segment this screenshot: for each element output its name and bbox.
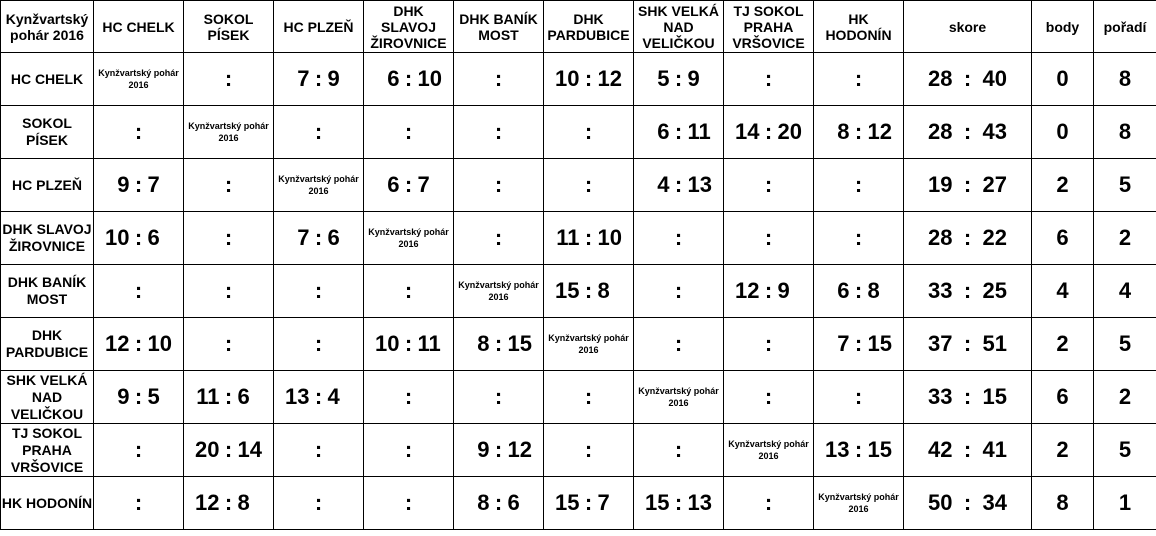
score-separator: :: [963, 437, 972, 462]
home-score: 7: [837, 331, 850, 356]
score-separator: :: [674, 278, 683, 303]
match-score: [184, 159, 274, 212]
home-score: 14: [735, 119, 760, 144]
col-header: DHK BANÍK MOST: [454, 1, 544, 53]
table-row: [1, 212, 1156, 265]
col-header-poradi: pořadí: [1094, 1, 1156, 53]
home-score: 13: [825, 437, 850, 462]
match-score: [454, 53, 544, 106]
home-score: 6: [657, 119, 670, 144]
match-score: [634, 53, 724, 106]
home-score: 8: [837, 119, 850, 144]
score-separator: :: [674, 119, 683, 144]
match-score: [454, 424, 544, 477]
score-separator: :: [674, 437, 683, 462]
match-score: [544, 424, 634, 477]
score-separator: :: [674, 490, 683, 515]
match-score: [814, 371, 904, 424]
home-score: 6: [387, 172, 400, 197]
points: 4: [1032, 265, 1094, 318]
header-row: [1, 1, 1156, 53]
diagonal-cell: Kynžvartský pohár 2016: [94, 53, 184, 106]
away-score: 14: [237, 437, 262, 462]
score-separator: :: [674, 225, 683, 250]
home-score: 9: [117, 384, 130, 409]
score-separator: :: [584, 437, 593, 462]
match-score: [274, 318, 364, 371]
match-score: [364, 371, 454, 424]
match-score: [544, 53, 634, 106]
away-score: 13: [687, 172, 712, 197]
match-score: [184, 318, 274, 371]
match-score: [544, 159, 634, 212]
score-separator: :: [224, 225, 233, 250]
points: 2: [1032, 159, 1094, 212]
score-separator: :: [674, 66, 683, 91]
away-score: 6: [147, 225, 160, 250]
away-score: 12: [867, 119, 892, 144]
score-separator: :: [854, 172, 863, 197]
score-separator: :: [764, 331, 773, 356]
score-separator: :: [494, 437, 503, 462]
score-separator: :: [314, 437, 323, 462]
match-score: [184, 477, 274, 530]
goals-for: 50: [928, 490, 953, 515]
score-separator: :: [494, 225, 503, 250]
score-separator: :: [404, 331, 413, 356]
rank: 8: [1094, 53, 1156, 106]
away-score: 5: [147, 384, 160, 409]
match-score: [724, 159, 814, 212]
away-score: 6: [327, 225, 340, 250]
score-separator: :: [134, 119, 143, 144]
match-score: [724, 477, 814, 530]
score-separator: :: [314, 490, 323, 515]
away-score: 20: [777, 119, 802, 144]
match-score: [814, 53, 904, 106]
score-separator: :: [404, 119, 413, 144]
score-separator: :: [404, 384, 413, 409]
match-score: [634, 424, 724, 477]
match-score: [94, 371, 184, 424]
score-separator: :: [314, 119, 323, 144]
total-score: [904, 212, 1032, 265]
match-score: [364, 106, 454, 159]
score-separator: :: [494, 331, 503, 356]
match-score: [454, 371, 544, 424]
match-score: [364, 159, 454, 212]
match-score: [364, 265, 454, 318]
diagonal-cell: Kynžvartský pohár 2016: [184, 106, 274, 159]
match-score: [544, 265, 634, 318]
diagonal-cell: Kynžvartský pohár 2016: [454, 265, 544, 318]
match-score: [814, 212, 904, 265]
score-separator: :: [134, 278, 143, 303]
match-score: [724, 265, 814, 318]
match-score: [454, 212, 544, 265]
rank: 5: [1094, 424, 1156, 477]
total-score: [904, 53, 1032, 106]
col-header: DHK PARDUBICE: [544, 1, 634, 53]
table-row: [1, 424, 1156, 477]
score-separator: :: [224, 66, 233, 91]
score-separator: :: [224, 384, 233, 409]
match-score: [814, 159, 904, 212]
row-team-name: TJ SOKOL PRAHA VRŠOVICE: [1, 424, 94, 477]
score-separator: :: [764, 66, 773, 91]
match-score: [724, 318, 814, 371]
goals-for: 28: [928, 225, 953, 250]
match-score: [364, 318, 454, 371]
goals-against: 34: [982, 490, 1007, 515]
match-score: [454, 106, 544, 159]
score-separator: :: [404, 278, 413, 303]
score-separator: :: [134, 384, 143, 409]
match-score: [634, 106, 724, 159]
col-header: TJ SOKOL PRAHA VRŠOVICE: [724, 1, 814, 53]
match-score: [94, 106, 184, 159]
match-score: [454, 477, 544, 530]
score-separator: :: [494, 119, 503, 144]
total-score: [904, 318, 1032, 371]
goals-against: 22: [982, 225, 1007, 250]
score-separator: :: [494, 172, 503, 197]
match-score: [184, 265, 274, 318]
score-separator: :: [134, 490, 143, 515]
goals-for: 28: [928, 66, 953, 91]
points: 0: [1032, 106, 1094, 159]
home-score: 10: [105, 225, 130, 250]
score-separator: :: [963, 331, 972, 356]
home-score: 8: [477, 490, 490, 515]
match-score: [814, 265, 904, 318]
goals-against: 27: [982, 172, 1007, 197]
away-score: 15: [867, 331, 892, 356]
col-header: SHK VELKÁ NAD VELIČKOU: [634, 1, 724, 53]
away-score: 4: [327, 384, 340, 409]
goals-against: 15: [982, 384, 1007, 409]
home-score: 20: [195, 437, 220, 462]
away-score: 15: [867, 437, 892, 462]
match-score: [274, 477, 364, 530]
match-score: [544, 106, 634, 159]
home-score: 7: [297, 66, 310, 91]
score-separator: :: [224, 172, 233, 197]
rank: 2: [1094, 212, 1156, 265]
score-separator: :: [963, 66, 972, 91]
match-score: [94, 477, 184, 530]
col-header: DHK SLAVOJ ŽIROVNICE: [364, 1, 454, 53]
home-score: 9: [477, 437, 490, 462]
score-separator: :: [584, 119, 593, 144]
row-team-name: SHK VELKÁ NAD VELIČKOU: [1, 371, 94, 424]
score-separator: :: [134, 331, 143, 356]
diagonal-cell: Kynžvartský pohár 2016: [544, 318, 634, 371]
away-score: 12: [597, 66, 622, 91]
score-separator: :: [584, 278, 593, 303]
away-score: 15: [507, 331, 532, 356]
home-score: 12: [735, 278, 760, 303]
score-separator: :: [854, 384, 863, 409]
score-separator: :: [404, 172, 413, 197]
home-score: 12: [105, 331, 130, 356]
away-score: 6: [507, 490, 520, 515]
rank: 2: [1094, 371, 1156, 424]
score-separator: :: [854, 437, 863, 462]
col-header: SOKOL PÍSEK: [184, 1, 274, 53]
away-score: 8: [597, 278, 610, 303]
match-score: [184, 53, 274, 106]
match-score: [364, 424, 454, 477]
rank: 5: [1094, 318, 1156, 371]
away-score: 9: [687, 66, 700, 91]
score-separator: :: [224, 490, 233, 515]
points: 2: [1032, 424, 1094, 477]
match-score: [724, 371, 814, 424]
score-separator: :: [764, 172, 773, 197]
away-score: 7: [417, 172, 430, 197]
score-separator: :: [134, 437, 143, 462]
score-separator: :: [584, 172, 593, 197]
score-separator: :: [314, 66, 323, 91]
diagonal-cell: Kynžvartský pohár 2016: [364, 212, 454, 265]
score-separator: :: [963, 384, 972, 409]
home-score: 11: [556, 225, 580, 250]
score-separator: :: [764, 278, 773, 303]
points: 2: [1032, 318, 1094, 371]
table-row: [1, 371, 1156, 424]
match-score: [184, 424, 274, 477]
match-score: [634, 212, 724, 265]
score-separator: :: [134, 225, 143, 250]
score-separator: :: [224, 278, 233, 303]
score-separator: :: [584, 225, 593, 250]
home-score: 9: [117, 172, 130, 197]
goals-for: 37: [928, 331, 953, 356]
away-score: 8: [237, 490, 250, 515]
score-separator: :: [674, 331, 683, 356]
col-header-body: body: [1032, 1, 1094, 53]
goals-for: 19: [928, 172, 953, 197]
total-score: [904, 371, 1032, 424]
total-score: [904, 106, 1032, 159]
rank: 4: [1094, 265, 1156, 318]
match-score: [634, 265, 724, 318]
score-separator: :: [404, 66, 413, 91]
total-score: [904, 424, 1032, 477]
match-score: [274, 265, 364, 318]
score-separator: :: [854, 66, 863, 91]
match-score: [544, 477, 634, 530]
score-separator: :: [584, 384, 593, 409]
match-score: [454, 318, 544, 371]
col-header: HC PLZEŇ: [274, 1, 364, 53]
home-score: 10: [555, 66, 580, 91]
table-row: [1, 159, 1156, 212]
score-separator: :: [584, 490, 593, 515]
match-score: [814, 424, 904, 477]
match-score: [724, 106, 814, 159]
points: 0: [1032, 53, 1094, 106]
score-separator: :: [224, 437, 233, 462]
match-score: [274, 424, 364, 477]
score-separator: :: [494, 490, 503, 515]
rank: 8: [1094, 106, 1156, 159]
total-score: [904, 159, 1032, 212]
match-score: [94, 265, 184, 318]
away-score: 9: [327, 66, 340, 91]
row-team-name: SOKOL PÍSEK: [1, 106, 94, 159]
home-score: 15: [645, 490, 670, 515]
score-separator: :: [134, 172, 143, 197]
goals-against: 43: [982, 119, 1007, 144]
match-score: [724, 212, 814, 265]
score-separator: :: [963, 119, 972, 144]
score-separator: :: [674, 172, 683, 197]
home-score: 4: [657, 172, 670, 197]
goals-for: 33: [928, 384, 953, 409]
away-score: 6: [237, 384, 250, 409]
score-separator: :: [854, 331, 863, 356]
goals-against: 41: [982, 437, 1007, 462]
score-separator: :: [404, 437, 413, 462]
home-score: 11: [196, 384, 220, 409]
points: 6: [1032, 371, 1094, 424]
away-score: 7: [597, 490, 610, 515]
goals-for: 28: [928, 119, 953, 144]
home-score: 12: [195, 490, 220, 515]
away-score: 7: [147, 172, 160, 197]
score-separator: :: [854, 225, 863, 250]
score-separator: :: [494, 384, 503, 409]
points: 6: [1032, 212, 1094, 265]
score-separator: :: [314, 278, 323, 303]
score-separator: :: [963, 172, 972, 197]
diagonal-cell: Kynžvartský pohár 2016: [814, 477, 904, 530]
diagonal-cell: Kynžvartský pohár 2016: [724, 424, 814, 477]
match-score: [94, 318, 184, 371]
home-score: 15: [555, 278, 580, 303]
match-score: [634, 318, 724, 371]
total-score: [904, 477, 1032, 530]
match-score: [94, 159, 184, 212]
score-separator: :: [764, 119, 773, 144]
away-score: 10: [147, 331, 172, 356]
col-header: HK HODONÍN: [814, 1, 904, 53]
away-score: 12: [507, 437, 532, 462]
table-row: [1, 477, 1156, 530]
score-separator: :: [764, 225, 773, 250]
away-score: 11: [417, 331, 441, 356]
score-separator: :: [404, 490, 413, 515]
total-score: [904, 265, 1032, 318]
match-score: [274, 212, 364, 265]
score-separator: :: [764, 490, 773, 515]
col-header: HC CHELK: [94, 1, 184, 53]
match-score: [634, 477, 724, 530]
row-team-name: HC CHELK: [1, 53, 94, 106]
match-score: [364, 477, 454, 530]
row-team-name: HK HODONÍN: [1, 477, 94, 530]
row-team-name: HC PLZEŇ: [1, 159, 94, 212]
away-score: 10: [417, 66, 442, 91]
home-score: 13: [285, 384, 310, 409]
match-score: [544, 371, 634, 424]
table-row: [1, 318, 1156, 371]
home-score: 6: [837, 278, 850, 303]
goals-against: 40: [982, 66, 1007, 91]
match-score: [274, 53, 364, 106]
score-separator: :: [314, 384, 323, 409]
match-score: [94, 212, 184, 265]
match-score: [184, 212, 274, 265]
away-score: 8: [867, 278, 880, 303]
table-row: [1, 106, 1156, 159]
match-score: [274, 371, 364, 424]
match-score: [814, 318, 904, 371]
diagonal-cell: Kynžvartský pohár 2016: [274, 159, 364, 212]
rank: 1: [1094, 477, 1156, 530]
home-score: 6: [387, 66, 400, 91]
match-score: [724, 53, 814, 106]
score-separator: :: [314, 225, 323, 250]
goals-against: 25: [982, 278, 1007, 303]
goals-for: 42: [928, 437, 953, 462]
home-score: 8: [477, 331, 490, 356]
score-separator: :: [963, 225, 972, 250]
goals-for: 33: [928, 278, 953, 303]
home-score: 5: [657, 66, 670, 91]
score-separator: :: [224, 331, 233, 356]
table-row: [1, 53, 1156, 106]
score-separator: :: [494, 66, 503, 91]
score-separator: :: [584, 66, 593, 91]
match-score: [364, 53, 454, 106]
score-separator: :: [963, 490, 972, 515]
away-score: 13: [687, 490, 712, 515]
row-team-name: DHK BANÍK MOST: [1, 265, 94, 318]
row-team-name: DHK SLAVOJ ŽIROVNICE: [1, 212, 94, 265]
away-score: 10: [597, 225, 622, 250]
match-score: [184, 371, 274, 424]
away-score: 9: [777, 278, 790, 303]
score-separator: :: [963, 278, 972, 303]
home-score: 15: [555, 490, 580, 515]
match-score: [634, 159, 724, 212]
col-header-skore: skore: [904, 1, 1032, 53]
score-separator: :: [764, 384, 773, 409]
score-separator: :: [314, 331, 323, 356]
match-score: [274, 106, 364, 159]
table-row: [1, 265, 1156, 318]
rank: 5: [1094, 159, 1156, 212]
home-score: 7: [297, 225, 310, 250]
home-score: 10: [375, 331, 400, 356]
diagonal-cell: Kynžvartský pohár 2016: [634, 371, 724, 424]
score-separator: :: [854, 119, 863, 144]
match-score: [814, 106, 904, 159]
points: 8: [1032, 477, 1094, 530]
match-score: [544, 212, 634, 265]
corner-label: Kynžvartský pohár 2016: [1, 1, 94, 53]
goals-against: 51: [982, 331, 1007, 356]
away-score: 11: [687, 119, 711, 144]
match-score: [454, 159, 544, 212]
row-team-name: DHK PARDUBICE: [1, 318, 94, 371]
match-score: [94, 424, 184, 477]
score-separator: :: [854, 278, 863, 303]
